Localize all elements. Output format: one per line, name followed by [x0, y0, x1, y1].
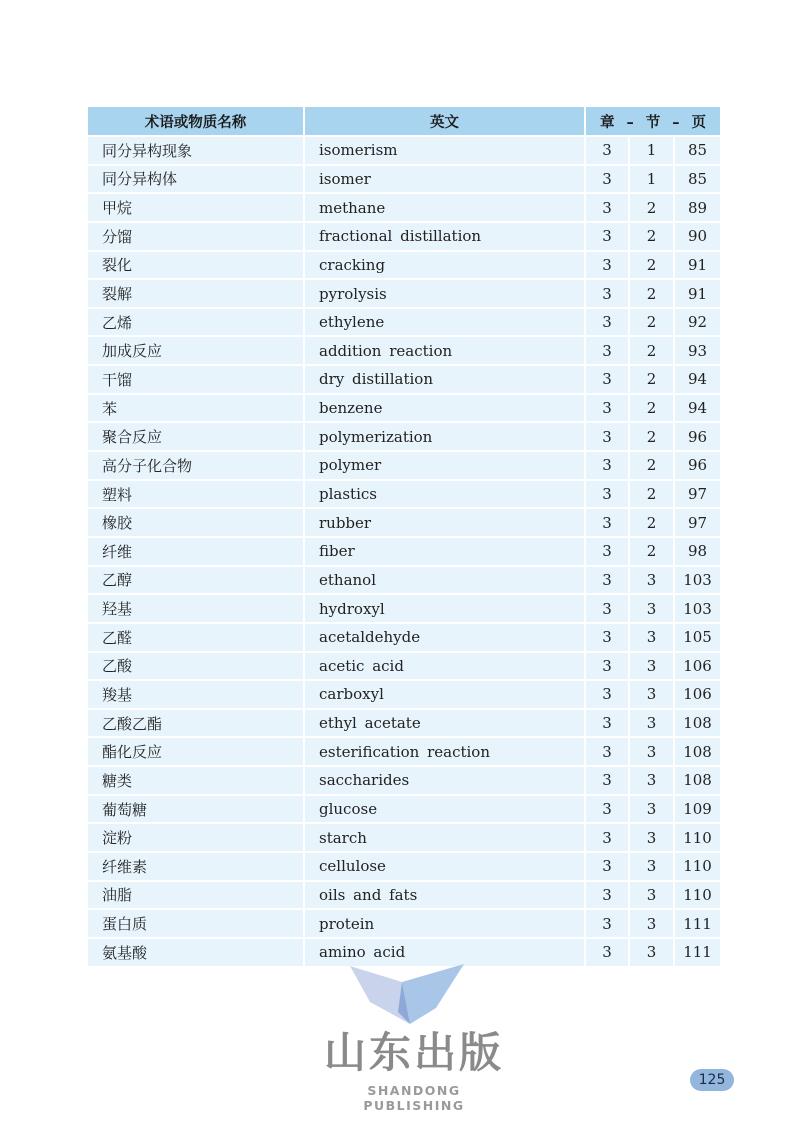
header-term: 术语或物质名称	[88, 107, 305, 137]
cell-section: 1	[630, 137, 675, 166]
cell-page: 94	[675, 366, 720, 395]
cell-english: cellulose	[305, 853, 586, 882]
header-section: 节	[645, 114, 661, 131]
cell-page: 92	[675, 309, 720, 338]
cell-english: cracking	[305, 252, 586, 281]
cell-section: 3	[630, 824, 675, 853]
cell-chapter: 3	[586, 595, 630, 624]
cell-page: 105	[675, 624, 720, 653]
cell-term: 纤维	[88, 538, 305, 567]
cell-english: amino acid	[305, 939, 586, 968]
table-row	[88, 595, 720, 624]
cell-english: polymerization	[305, 423, 586, 452]
cell-chapter: 3	[586, 309, 630, 338]
cell-chapter: 3	[586, 395, 630, 424]
cell-section: 3	[630, 767, 675, 796]
table-row	[88, 796, 720, 825]
cell-chapter: 3	[586, 252, 630, 281]
table-row	[88, 481, 720, 510]
header-english: 英文	[305, 107, 586, 137]
cell-term: 油脂	[88, 882, 305, 911]
cell-english: ethylene	[305, 309, 586, 338]
cell-page: 103	[675, 595, 720, 624]
cell-chapter: 3	[586, 624, 630, 653]
table-row	[88, 452, 720, 481]
cell-chapter: 3	[586, 509, 630, 538]
book-logo-icon	[340, 962, 470, 1026]
cell-chapter: 3	[586, 538, 630, 567]
cell-chapter: 3	[586, 853, 630, 882]
cell-page: 111	[675, 939, 720, 968]
cell-english: dry distillation	[305, 366, 586, 395]
table-row	[88, 223, 720, 252]
cell-chapter: 3	[586, 481, 630, 510]
table-row	[88, 624, 720, 653]
cell-english: acetic acid	[305, 653, 586, 682]
cell-section: 1	[630, 166, 675, 195]
cell-english: fractional distillation	[305, 223, 586, 252]
cell-section: 3	[630, 710, 675, 739]
cell-chapter: 3	[586, 910, 630, 939]
cell-english: ethyl acetate	[305, 710, 586, 739]
cell-chapter: 3	[586, 166, 630, 195]
cell-section: 2	[630, 252, 675, 281]
cell-english: isomerism	[305, 137, 586, 166]
table-row	[88, 710, 720, 739]
cell-page: 110	[675, 853, 720, 882]
cell-chapter: 3	[586, 824, 630, 853]
table-row	[88, 366, 720, 395]
cell-section: 2	[630, 309, 675, 338]
table-row	[88, 137, 720, 166]
cell-term: 乙酸	[88, 653, 305, 682]
cell-page: 96	[675, 423, 720, 452]
cell-page: 96	[675, 452, 720, 481]
cell-english: methane	[305, 194, 586, 223]
cell-chapter: 3	[586, 337, 630, 366]
table-row	[88, 653, 720, 682]
cell-section: 2	[630, 481, 675, 510]
cell-english: saccharides	[305, 767, 586, 796]
cell-section: 3	[630, 595, 675, 624]
cell-term: 橡胶	[88, 509, 305, 538]
cell-page: 89	[675, 194, 720, 223]
cell-section: 2	[630, 337, 675, 366]
cell-term: 加成反应	[88, 337, 305, 366]
cell-chapter: 3	[586, 882, 630, 911]
cell-term: 葡萄糖	[88, 796, 305, 825]
cell-chapter: 3	[586, 939, 630, 968]
cell-page: 106	[675, 681, 720, 710]
page-number-badge: 125	[690, 1069, 734, 1091]
table-row	[88, 767, 720, 796]
table-body	[88, 137, 720, 968]
cell-term: 裂化	[88, 252, 305, 281]
header-dash: –	[672, 114, 680, 131]
cell-english: polymer	[305, 452, 586, 481]
cell-english: hydroxyl	[305, 595, 586, 624]
cell-term: 羧基	[88, 681, 305, 710]
table-header-row	[88, 107, 720, 137]
table-row	[88, 423, 720, 452]
table-row	[88, 194, 720, 223]
cell-section: 2	[630, 538, 675, 567]
cell-term: 乙醛	[88, 624, 305, 653]
cell-section: 2	[630, 366, 675, 395]
table-row	[88, 538, 720, 567]
cell-english: benzene	[305, 395, 586, 424]
cell-english: protein	[305, 910, 586, 939]
cell-section: 3	[630, 910, 675, 939]
table-row	[88, 910, 720, 939]
cell-english: isomer	[305, 166, 586, 195]
cell-chapter: 3	[586, 567, 630, 596]
cell-chapter: 3	[586, 653, 630, 682]
cell-chapter: 3	[586, 681, 630, 710]
glossary-table	[88, 107, 720, 968]
cell-english: ethanol	[305, 567, 586, 596]
cell-page: 85	[675, 166, 720, 195]
cell-english: carboxyl	[305, 681, 586, 710]
cell-term: 同分异构现象	[88, 137, 305, 166]
cell-chapter: 3	[586, 796, 630, 825]
cell-page: 108	[675, 710, 720, 739]
table-row	[88, 337, 720, 366]
cell-section: 2	[630, 452, 675, 481]
cell-term: 纤维素	[88, 853, 305, 882]
table-row	[88, 853, 720, 882]
cell-english: starch	[305, 824, 586, 853]
cell-term: 干馏	[88, 366, 305, 395]
cell-page: 93	[675, 337, 720, 366]
cell-chapter: 3	[586, 366, 630, 395]
cell-section: 2	[630, 509, 675, 538]
cell-english: pyrolysis	[305, 280, 586, 309]
cell-page: 91	[675, 252, 720, 281]
cell-term: 淀粉	[88, 824, 305, 853]
cell-section: 3	[630, 624, 675, 653]
cell-section: 2	[630, 280, 675, 309]
table-row	[88, 509, 720, 538]
cell-english: fiber	[305, 538, 586, 567]
table-row	[88, 309, 720, 338]
cell-chapter: 3	[586, 452, 630, 481]
cell-page: 110	[675, 824, 720, 853]
publisher-logo-english: SHANDONG PUBLISHING	[363, 1083, 465, 1113]
cell-page: 108	[675, 767, 720, 796]
cell-chapter: 3	[586, 710, 630, 739]
table-row	[88, 252, 720, 281]
table-row	[88, 567, 720, 596]
cell-page: 98	[675, 538, 720, 567]
table-row	[88, 166, 720, 195]
cell-term: 乙烯	[88, 309, 305, 338]
cell-page: 109	[675, 796, 720, 825]
cell-page: 91	[675, 280, 720, 309]
cell-page: 85	[675, 137, 720, 166]
cell-page: 97	[675, 481, 720, 510]
header-chapter: 章	[600, 114, 615, 131]
table-row	[88, 882, 720, 911]
cell-term: 蛋白质	[88, 910, 305, 939]
cell-section: 2	[630, 194, 675, 223]
cell-section: 3	[630, 939, 675, 968]
cell-chapter: 3	[586, 137, 630, 166]
cell-page: 103	[675, 567, 720, 596]
cell-english: plastics	[305, 481, 586, 510]
cell-page: 94	[675, 395, 720, 424]
table-row	[88, 395, 720, 424]
cell-section: 2	[630, 223, 675, 252]
cell-section: 3	[630, 567, 675, 596]
cell-page: 108	[675, 738, 720, 767]
cell-term: 塑料	[88, 481, 305, 510]
cell-english: rubber	[305, 509, 586, 538]
table-row	[88, 681, 720, 710]
cell-term: 羟基	[88, 595, 305, 624]
cell-english: addition reaction	[305, 337, 586, 366]
table-row	[88, 280, 720, 309]
cell-term: 糖类	[88, 767, 305, 796]
cell-english: acetaldehyde	[305, 624, 586, 653]
cell-section: 2	[630, 423, 675, 452]
cell-term: 氨基酸	[88, 939, 305, 968]
cell-term: 乙醇	[88, 567, 305, 596]
cell-term: 酯化反应	[88, 738, 305, 767]
cell-term: 甲烷	[88, 194, 305, 223]
cell-chapter: 3	[586, 223, 630, 252]
cell-section: 2	[630, 395, 675, 424]
cell-term: 苯	[88, 395, 305, 424]
cell-section: 3	[630, 853, 675, 882]
cell-chapter: 3	[586, 423, 630, 452]
cell-term: 裂解	[88, 280, 305, 309]
cell-chapter: 3	[586, 767, 630, 796]
cell-page: 90	[675, 223, 720, 252]
cell-chapter: 3	[586, 194, 630, 223]
cell-term: 分馏	[88, 223, 305, 252]
table-row	[88, 738, 720, 767]
cell-section: 3	[630, 882, 675, 911]
cell-section: 3	[630, 796, 675, 825]
cell-chapter: 3	[586, 280, 630, 309]
cell-chapter: 3	[586, 738, 630, 767]
cell-section: 3	[630, 653, 675, 682]
publisher-logo-chinese: 山东出版	[323, 1028, 504, 1077]
cell-page: 97	[675, 509, 720, 538]
cell-term: 聚合反应	[88, 423, 305, 452]
cell-english: esterification reaction	[305, 738, 586, 767]
cell-term: 同分异构体	[88, 166, 305, 195]
cell-english: oils and fats	[305, 882, 586, 911]
header-page: 页	[691, 114, 706, 131]
cell-term: 乙酸乙酯	[88, 710, 305, 739]
cell-section: 3	[630, 681, 675, 710]
cell-page: 111	[675, 910, 720, 939]
header-dash: –	[626, 114, 634, 131]
cell-page: 110	[675, 882, 720, 911]
cell-section: 3	[630, 738, 675, 767]
cell-page: 106	[675, 653, 720, 682]
header-chapter-section-page	[586, 107, 720, 137]
cell-term: 高分子化合物	[88, 452, 305, 481]
table-row	[88, 824, 720, 853]
cell-english: glucose	[305, 796, 586, 825]
